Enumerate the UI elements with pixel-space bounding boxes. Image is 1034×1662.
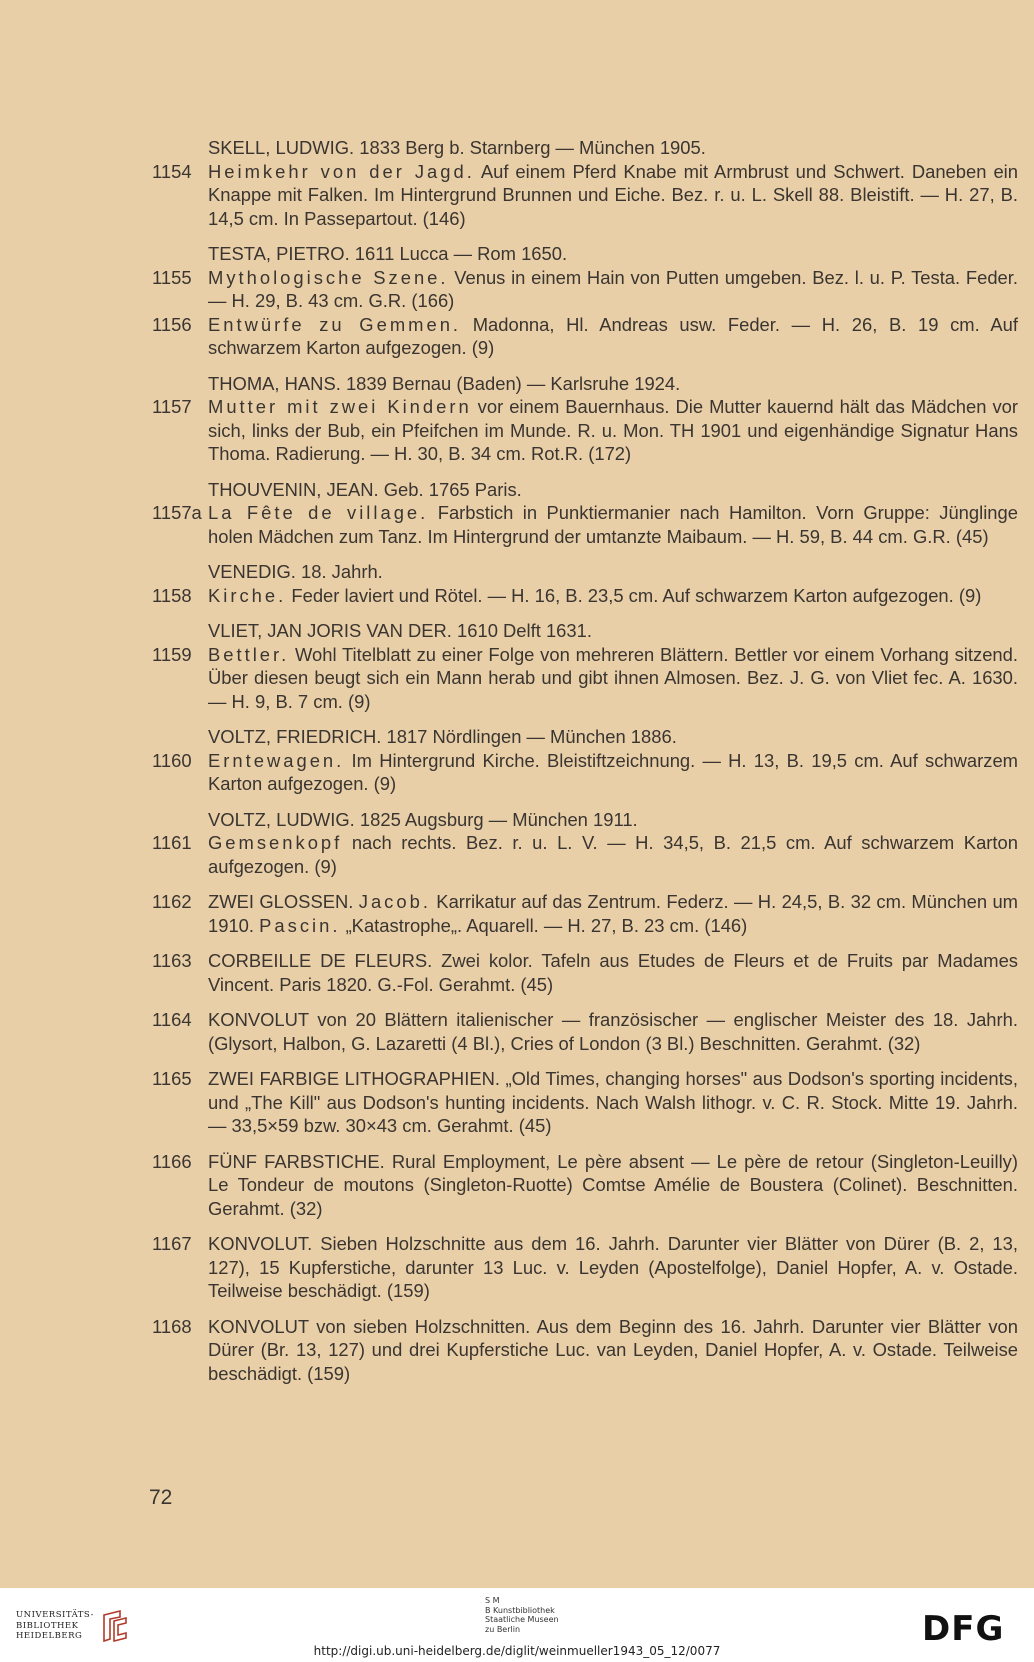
- lot-number: 1160: [152, 749, 192, 771]
- source-url-link[interactable]: http://digi.ub.uni-heidelberg.de/diglit/weinmueller1943_05_12/0077: [313, 1644, 721, 1658]
- lot-text-part: Jacob.: [358, 891, 431, 912]
- lot-description: [208, 266, 1018, 313]
- lot-item: [152, 1008, 1018, 1055]
- lot-description: [208, 1150, 1018, 1221]
- lot-title: La Fête de village.: [208, 502, 429, 523]
- artist-entry: [152, 136, 1018, 230]
- artist-heading: TESTA, PIETRO. 1611 Lucca — Rom 1650.: [208, 243, 568, 264]
- lot-text-part: „Katastrophe„. Aquarell. — H. 27, B. 23 cm. (146): [340, 914, 748, 936]
- lot-item: [152, 890, 1018, 937]
- artist-entry: [152, 560, 1018, 607]
- artist-heading: VOLTZ, LUDWIG. 1825 Augsburg — München 1911.: [208, 808, 638, 830]
- lot-entry: [152, 1150, 1018, 1221]
- artist-entry: [152, 808, 1018, 879]
- lot-details: Madonna, Hl. Andreas usw. Feder. — H. 26, B. 19 cm. Auf schwarzem Karton aufgezogen. (9): [208, 313, 1018, 358]
- stamp-line-1: S M: [485, 1596, 500, 1605]
- university-library-name: [16, 1610, 94, 1642]
- lot-item: [152, 1315, 1018, 1386]
- lot-item: [152, 395, 1018, 466]
- lot-entry: [152, 1315, 1018, 1386]
- lot-details: nach rechts. Bez. r. u. L. V. — H. 34,5, B. 21,5 cm. Auf schwarzem Karton aufgezogen. (9): [208, 832, 1018, 877]
- lot-title: Mythologische Szene.: [208, 266, 449, 288]
- artist-entry: [152, 242, 1018, 360]
- library-stamp: [485, 1596, 559, 1634]
- lot-item: [152, 1150, 1018, 1221]
- lot-details: Im Hintergrund Kirche. Bleistiftzeichnung. — H. 13, B. 19,5 cm. Auf schwarzem Karton aufgezogen. (9): [208, 749, 1018, 794]
- lot-title: Kirche.: [208, 584, 287, 606]
- lot-description: [208, 1315, 1018, 1386]
- lot-description: [208, 643, 1018, 714]
- university-emblem-icon: [100, 1609, 130, 1643]
- artist-heading: VOLTZ, FRIEDRICH. 1817 Nördlingen — München 1886.: [208, 726, 677, 747]
- lot-description: [208, 1067, 1018, 1138]
- uni-line-3: HEIDELBERG: [16, 1631, 83, 1642]
- lot-details: Feder laviert und Rötel. — H. 16, B. 23,5 cm. Auf schwarzem Karton aufgezogen. (9): [286, 584, 982, 606]
- lot-text-part: KONVOLUT. Sieben Holzschnitte aus dem 16. Jahrh. Darunter vier Blätter von Dürer (B. 2, 13, 127), 15 Kupferstiche, darunter 13 Luc. v. Leyden (Apostelfolge), Daniel Hopfer, A. v. Ostade. Teilweise beschädigt. (159): [208, 1233, 1018, 1301]
- artist-entry: [152, 619, 1018, 713]
- lot-description: [208, 501, 1018, 548]
- lot-item: [152, 1232, 1018, 1303]
- lot-item: [152, 313, 1018, 360]
- lot-number: 1159: [152, 643, 192, 665]
- lot-item: [152, 831, 1018, 878]
- lot-number: 1161: [152, 832, 192, 853]
- artist-heading: THOMA, HANS. 1839 Bernau (Baden) — Karlsruhe 1924.: [208, 372, 681, 394]
- lot-text-part: ZWEI FARBIGE LITHOGRAPHIEN. „Old Times, changing horses" aus Dodson's sporting incidents, und „The Kill" aus Dodson's hunting incidents. Nach Walsh lithogr. v. C. R. Stock. Mitte 19. Jahrh. — 33,5×59 bzw. 30×43 cm. Gerahmt. (45): [208, 1068, 1018, 1136]
- lot-item: [152, 266, 1018, 313]
- artist-heading: VLIET, JAN JORIS VAN DER. 1610 Delft 1631.: [208, 620, 592, 641]
- lot-item: [152, 949, 1018, 996]
- lot-number: 1168: [152, 1315, 192, 1337]
- lot-description: [208, 890, 1018, 937]
- lot-number: 1157: [152, 396, 192, 417]
- lot-item: [152, 160, 1018, 231]
- lot-item: [152, 584, 1018, 608]
- lot-description: [208, 584, 1018, 608]
- lot-entry: [152, 949, 1018, 996]
- lot-description: [208, 1008, 1018, 1055]
- lot-details: Venus in einem Hain von Putten umgeben. Bez. l. u. P. Testa. Feder. — H. 29, B. 43 cm. G.R. (166): [208, 266, 1018, 311]
- artist-entry: [152, 478, 1018, 549]
- lot-text-part: Pascin.: [259, 914, 341, 936]
- lot-number: 1157a: [152, 502, 202, 523]
- lot-number: 1156: [152, 313, 192, 335]
- lot-text-part: FÜNF FARBSTICHE. Rural Employment, Le père absent — Le père de retour (Singleton-Leuilly) Le Tondeur de moutons (Singleton-Ruotte) Comtse Amélie de Boustera (Colinet). Beschnitten. Gerahmt. (32): [208, 1150, 1018, 1219]
- dfg-logo[interactable]: DFG: [922, 1609, 1005, 1649]
- lot-description: [208, 1232, 1018, 1303]
- lot-number: 1166: [152, 1150, 192, 1172]
- artist-entry: [152, 725, 1018, 796]
- lot-details: Auf einem Pferd Knabe mit Armbrust und Schwert. Daneben ein Knappe mit Falken. Im Hintergrund Brunnen und Eiche. Bez. r. u. L. Skell 88. Bleistift. — H. 27, B. 14,5 cm. In Passepartout. (146): [208, 160, 1018, 229]
- lot-title: Erntewagen.: [208, 749, 345, 771]
- university-library-logo[interactable]: [16, 1609, 130, 1643]
- stamp-line-4: zu Berlin: [485, 1624, 521, 1634]
- lot-number: 1164: [152, 1009, 192, 1030]
- lot-entry: [152, 1067, 1018, 1138]
- lot-entry: [152, 1008, 1018, 1055]
- lot-number: 1163: [152, 950, 192, 971]
- lot-details: Wohl Titelblatt zu einer Folge von mehreren Blättern. Bettler vor einem Vorhang sitzend. Über diesen beugt sich ein Mann herab und gibt ihnen Almosen. Bez. J. G. von Vliet fec. A. 1630. — H. 9, B. 7 cm. (9): [208, 643, 1018, 712]
- lot-title: Mutter mit zwei Kindern: [208, 396, 472, 417]
- artist-heading: VENEDIG. 18. Jahrh.: [208, 561, 383, 582]
- lot-title: Gemsenkopf: [208, 832, 343, 853]
- lot-entry: [152, 890, 1018, 937]
- catalog-content: [152, 136, 1018, 1397]
- lot-number: 1162: [152, 891, 192, 912]
- uni-line-1: UNIVERSITÄTS-: [16, 1610, 94, 1621]
- lot-title: Heimkehr von der Jagd.: [208, 160, 475, 182]
- lot-description: [208, 313, 1018, 360]
- lot-details: Farbstich in Punktiermanier nach Hamilton. Vorn Gruppe: Jünglinge holen Mädchen zum Tanz. Im Hintergrund der umtanzte Maibaum. — H. 59, B. 44 cm. G.R. (45): [208, 502, 1018, 547]
- lot-number: 1165: [152, 1068, 192, 1089]
- lot-text-part: CORBEILLE DE FLEURS. Zwei kolor. Tafeln aus Etudes de Fleurs et de Fruits par Madames Vincent. Paris 1820. G.-Fol. Gerahmt. (45): [208, 950, 1018, 995]
- lot-item: [152, 643, 1018, 714]
- stamp-line-3: Staatliche Museen: [485, 1615, 559, 1624]
- lot-text-part: KONVOLUT von 20 Blättern italienischer — französischer — englischer Meister des 18. Jahrh. (Glysort, Halbon, G. Lazaretti (4 Bl.), Cries of London (3 Bl.) Beschnitten. Gerahmt. (32): [208, 1009, 1018, 1054]
- lot-description: [208, 160, 1018, 231]
- lot-text-part: ZWEI GLOSSEN.: [208, 891, 359, 912]
- lot-description: [208, 395, 1018, 466]
- lot-text-part: KONVOLUT von sieben Holzschnitten. Aus dem Beginn des 16. Jahrh. Darunter vier Blätter von Dürer (Br. 13, 127) und drei Kupferstiche Luc. van Leyden, Daniel Hopfer, A. v. Ostade. Teilweise beschädigt. (159): [208, 1315, 1018, 1384]
- lot-item: [152, 1067, 1018, 1138]
- lot-description: [208, 949, 1018, 996]
- lot-item: [152, 749, 1018, 796]
- lot-title: Entwürfe zu Gemmen.: [208, 313, 462, 335]
- uni-line-2: BIBLIOTHEK: [16, 1620, 79, 1631]
- lot-text-part: Karrikatur auf das Zentrum. Federz. — H. 24,5, B. 32 cm. München um 1910.: [208, 891, 1019, 936]
- lot-entry: [152, 1232, 1018, 1303]
- artist-heading: THOUVENIN, JEAN. Geb. 1765 Paris.: [208, 478, 522, 500]
- lot-number: 1167: [152, 1233, 192, 1254]
- lot-description: [208, 749, 1018, 796]
- lot-details: vor einem Bauernhaus. Die Mutter kauernd hält das Mädchen vor sich, links der Bub, ein Pfeifchen im Munde. R. u. Mon. TH 1901 und eigenhändige Signatur Hans Thoma. Radierung. — H. 30, B. 34 cm. Rot.R. (172): [208, 396, 1018, 464]
- lot-title: Bettler.: [208, 643, 290, 665]
- lot-description: [208, 831, 1018, 878]
- artist-heading: SKELL, LUDWIG. 1833 Berg b. Starnberg — München 1905.: [208, 137, 706, 158]
- lot-number: 1158: [152, 584, 192, 606]
- artist-entry: [152, 372, 1018, 466]
- lot-number: 1155: [152, 266, 192, 288]
- lot-item: [152, 501, 1018, 548]
- stamp-line-2: B Kunstbibliothek: [485, 1605, 555, 1615]
- lot-number: 1154: [152, 160, 192, 182]
- page-number: 72: [149, 1486, 173, 1509]
